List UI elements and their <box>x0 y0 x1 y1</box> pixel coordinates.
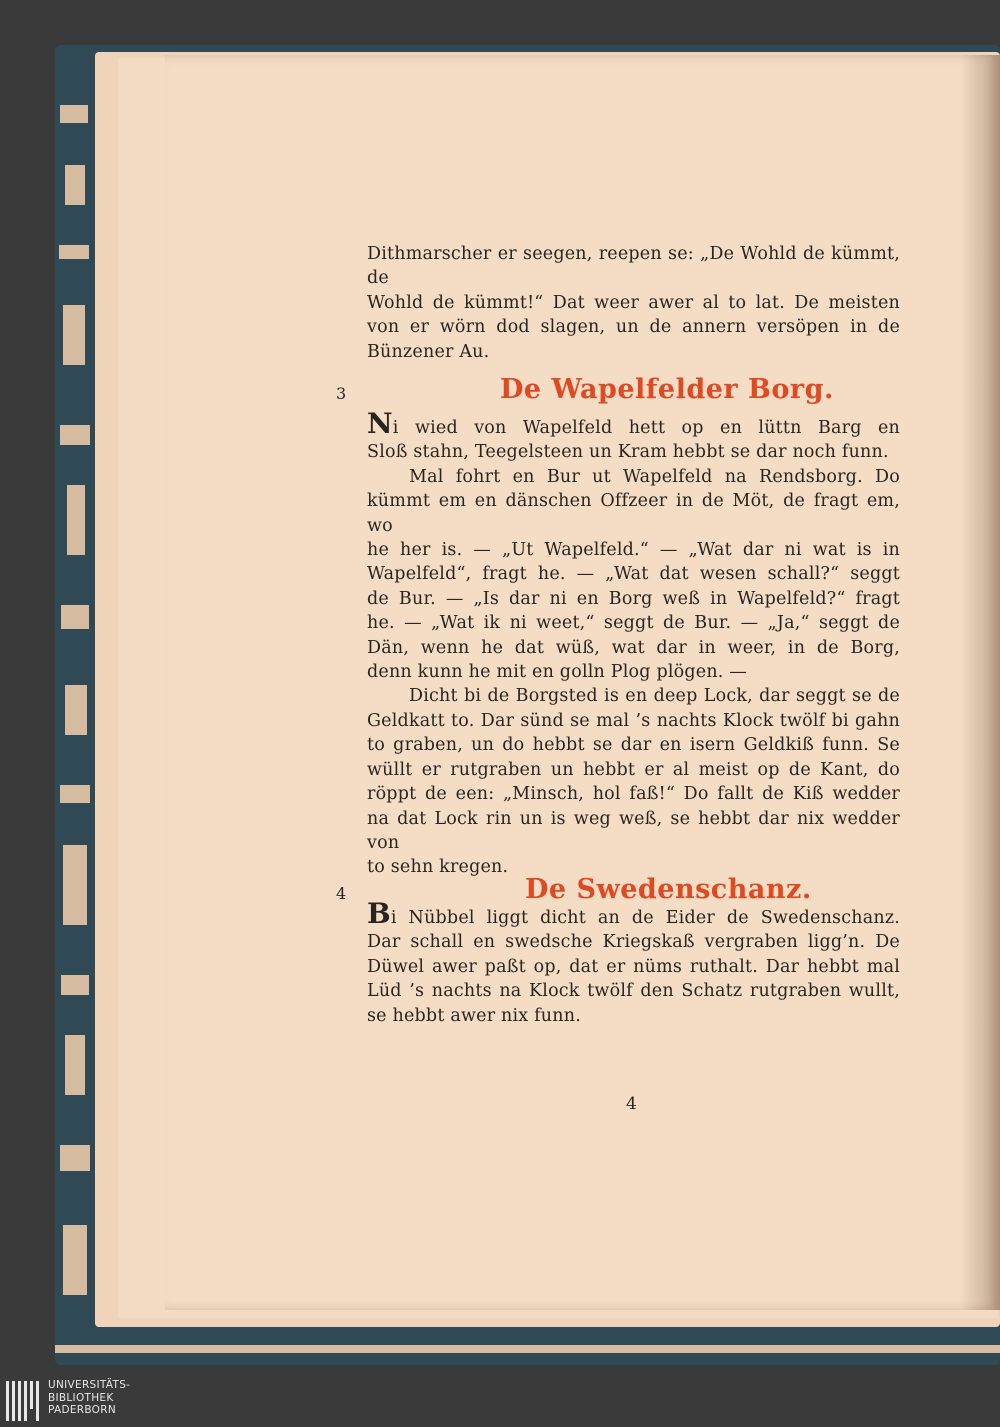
section-title-wapelfelder-borg: De Wapelfelder Borg. <box>500 374 834 405</box>
gutter-shadow <box>960 55 1000 1310</box>
drop-initial: N <box>367 407 393 440</box>
text-line: he her is. — „Ut Wapelfeld.“ — „Wat dar ni wat is in <box>367 540 900 561</box>
text-line: Dicht bi de Borgsted is en deep Lock, dar seggt se de <box>409 686 900 707</box>
text-line: se hebbt awer nix funn. <box>367 1005 581 1026</box>
text-line: Bünzener Au. <box>367 341 490 362</box>
text-line: Bi Nübbel liggt dicht an de Eider de Swedenschanz. <box>367 897 900 930</box>
section-swedenschanz-body <box>367 897 900 1028</box>
text-line: na dat Lock rin un is weg weß, se hebbt dar nix wedder von <box>367 808 900 853</box>
text-line: röppt de een: „Minsch, hol faß!“ Do fallt de Kiß wedder <box>367 784 900 805</box>
text-line: de Bur. — „Is dar ni en Borg weß in Wapelfeld?“ fragt <box>367 588 900 609</box>
section-wapelfelder-borg-body <box>367 407 900 880</box>
text-line: Lüd ’s nachts na Klock twölf den Schatz rutgraben wullt, <box>367 981 900 1002</box>
library-footer <box>0 1375 1000 1427</box>
drop-initial: B <box>367 897 391 930</box>
text-line: Wohld de kümmt!“ Dat weer awer al to lat. De meisten <box>367 292 900 313</box>
text-line: von er wörn dod slagen, un de annern versöpen in de <box>367 317 900 338</box>
section-title-swedenschanz: De Swedenschanz. <box>525 874 812 905</box>
text-line: he. — „Wat ik ni weet,“ seggt de Bur. — „Ja,“ seggt de <box>367 613 900 634</box>
text-line: Geldkatt to. Dar sünd se mal ’s nachts Klock twölf bi gahn <box>367 710 900 731</box>
page-number: 4 <box>626 1094 637 1114</box>
text-line: Mal fohrt en Bur ut Wapelfeld na Rendsborg. Do <box>409 466 900 487</box>
text-line: Dithmarscher er seegen, reepen se: „De Wohld de kümmt, de <box>367 244 900 289</box>
text-line: to sehn kregen. <box>367 857 509 878</box>
text-line: Sloß stahn, Teegelsteen un Kram hebbt se dar noch funn. <box>367 442 889 463</box>
library-name: UNIVERSITÄTS- BIBLIOTHEK PADERBORN <box>48 1379 131 1416</box>
text-line: kümmt em en dänschen Offzeer in de Möt, de fragt em, wo <box>367 491 900 536</box>
text-line: Düwel awer paßt op, dat er nüms ruthalt. Dar hebbt mal <box>367 956 900 977</box>
library-logo-icon <box>6 1381 44 1421</box>
intro-paragraph <box>367 242 900 364</box>
text-line: wüllt er rutgraben un hebbt er al meist op de Kant, do <box>367 759 900 780</box>
text-line: Wapelfeld“, fragt he. — „Wat dat wesen schall?“ seggt <box>367 564 900 585</box>
section-marker: 4 <box>336 884 347 903</box>
text-line: Dar schall en swedsche Kriegskaß vergraben ligg’n. De <box>367 932 900 953</box>
text-line: Ni wied von Wapelfeld hett op en lüttn Barg en <box>367 407 900 440</box>
text-line: Dän, wenn he dat wüß, wat dar in weer, in de Borg, <box>367 637 900 658</box>
text-line: to graben, un do hebbt se dar en isern Geldkiß funn. Se <box>367 735 900 756</box>
section-marker: 3 <box>336 384 347 403</box>
text-line: denn kunn he mit en golln Plog plögen. — <box>367 662 748 683</box>
